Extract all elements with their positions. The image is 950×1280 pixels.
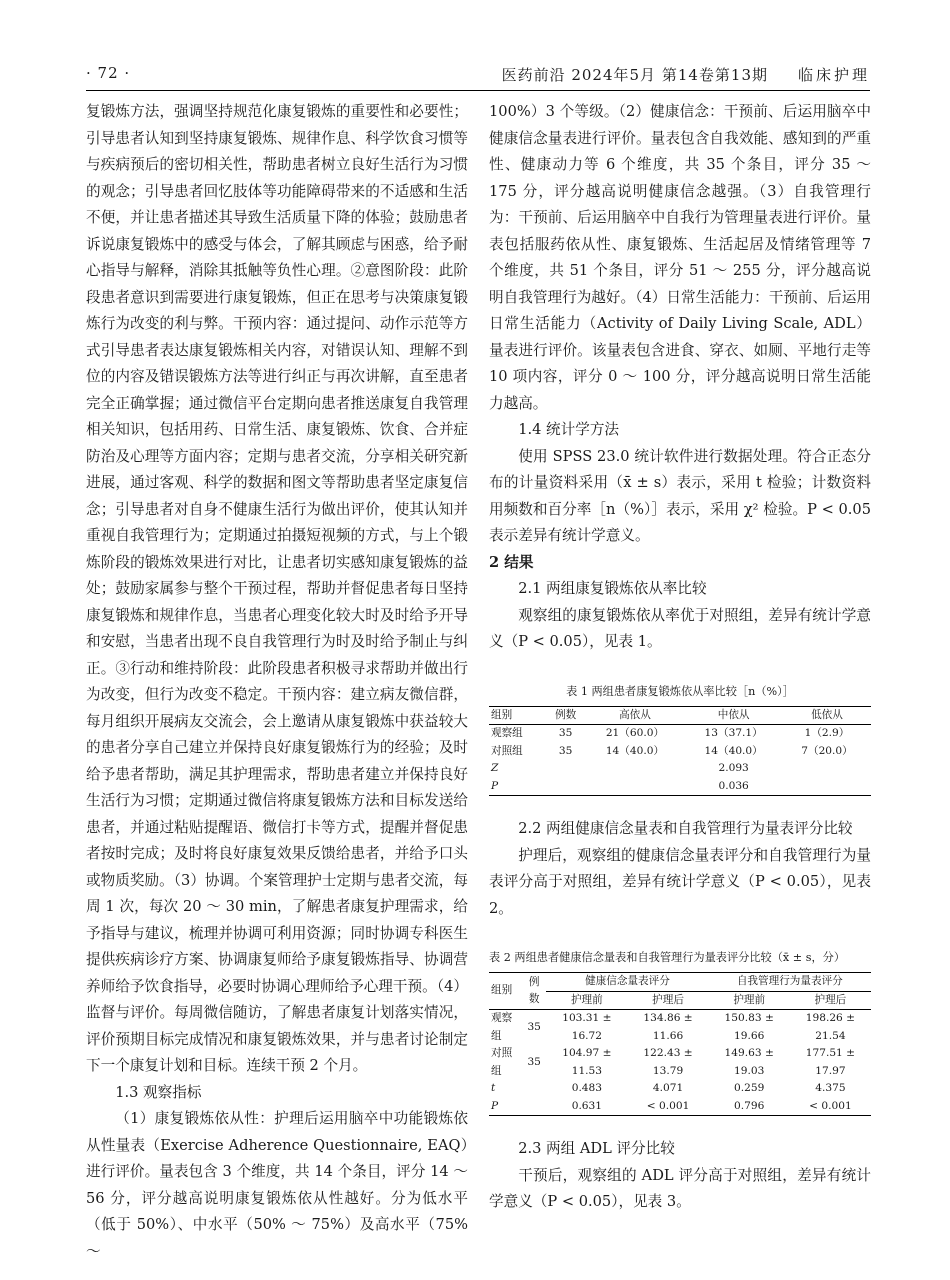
table-row [489, 725, 871, 743]
section-heading-2: 2 结果 [489, 553, 534, 571]
table-cell: 对照组 [491, 744, 523, 757]
table-header-cell: 护理前 [546, 991, 627, 1010]
table-row [489, 778, 871, 796]
section-heading-1-3: 1.3 观察指标 [115, 1083, 202, 1101]
body-paragraph: 护理后，观察组的健康信念量表评分和自我管理行为量表评分高于对照组，差异有统计学意义（P < 0.05），见表 2。 [489, 846, 871, 917]
table-cell: 198.26 ± 21.54 [805, 1012, 856, 1042]
body-paragraph: 100%）3 个等级。（2）健康信念：干预前、后运用脑卒中健康信念量表进行评价。量表包含自我效能、感知到的严重性、健康动力等 6 个维度，共 35 个条目，评分 35 ～ 175 分，评分越高说明健康信念越强。（3）自我管理行为：干预前、后运用脑卒中自我行为管理量表进行评价。量表包括服药依从性、康复锻炼、生活起居及情绪管理等 7 个维度，共 51 个条目，评分 51 ～ 255 分，评分越高说明自我管理行为越好。（4）日常生活能力：干预前、后运用日常生活能力（Activity of Daily Living Scale, ADL）量表进行评价。该量表包含进食、穿衣、如厕、平地行走等 10 项内容，评分 0 ～ 100 分，评分越高说明日常生活能力越高。 [489, 103, 871, 412]
table-header-cell: 例数 [546, 706, 586, 725]
table-cell [522, 1080, 546, 1098]
table-cell: 35 [558, 744, 573, 757]
body-paragraph: 复锻炼方法，强调坚持规范化康复锻炼的重要性和必要性；引导患者认知到坚持康复锻炼、规律作息、科学饮食习惯等与疾病预后的密切相关性，帮助患者树立良好生活行为习惯的观念；引导患者回忆肢体等功能障碍带来的不适感和生活不便，并让患者描述其导致生活质量下降的体验；鼓励患者诉说康复锻炼中的感受与体会，了解其顾虑与困惑，给予耐心指导与解释，消除其抵触等负性心理。②意图阶段：此阶段患者意识到需要进行康复锻炼，但正在思考与决策康复锻炼行为改变的利与弊。干预内容：通过提问、动作示范等方式引导患者表达康复锻炼相关内容，对错误认知、理解不到位的内容及错误锻炼方法等进行纠正与再次讲解，直至患者完全正确掌握；通过微信平台定期向患者推送康复自我管理相关知识，包括用药、日常生活、康复锻炼、饮食、合并症防治及心理等方面内容；定期与患者交流，分享相关研究新进展，通过客观、科学的数据和图文等帮助患者坚定康复信念；引导患者对自身不健康生活行为做出评价，使其认知并重视自我管理行为；定期通过拍摄短视频的方式，与上个锻炼阶段的锻炼效果进行对比，让患者切实感知康复锻炼的益处；鼓励家属参与整个干预过程，帮助并督促患者每日坚持康复锻炼和规律作息，当患者心理变化较大时及时给予开导和安慰，当患者出现不良自我管理行为时及时给予制止与纠正。③行动和维持阶段：此阶段患者积极寻求帮助并做出行为改变，但行为改变不稳定。干预内容：建立病友微信群，每月组织开展病友交流会，会上邀请从康复锻炼中获益较大的患者分享自己建立并保持良好康复锻炼行为的经验；及时给予患者帮助，满足其护理需求，帮助患者建立并保持良好生活行为习惯；定期通过微信将康复锻炼方法和目标发送给患者，并通过粘贴提醒语、微信打卡等方式，提醒并督促患者按时完成；及时将良好康复效果反馈给患者，并给予口头或物质奖励。（3）协调。个案管理护士定期与患者交流，每周 1 次，每次 20 ～ 30 min，了解患者康复护理需求，给予指导与建议，梳理并协调可利用资源；同时协调专科医生提供疾病诊疗方案、协调康复师给予康复锻炼指导、协调营养师给予饮食指导，必要时协调心理师给予心理干预。（4）监督与评价。每周微信随访，了解患者康复计划落实情况，评价预期目标完成情况和康复锻炼效果，并与患者讨论制定下一个康复计划和目标。连续干预 2 个月。 [86, 103, 468, 1074]
table-cell: 0.036 [684, 778, 783, 796]
table-cell: 4.375 [815, 1082, 846, 1094]
table-header-cell: 高依从 [586, 706, 685, 725]
page-header [86, 62, 870, 91]
table2-caption: 表 2 两组患者健康信念量表和自我管理行为量表评分比较（x̄ ± s，分） [489, 951, 846, 964]
body-paragraph: 观察组的康复锻炼依从率优于对照组，差异有统计学意义（P < 0.05），见表 1。 [489, 606, 871, 650]
table-cell: P [489, 778, 546, 796]
body-paragraph: （1）康复锻炼依从性：护理后运用脑卒中功能锻炼依从性量表（Exercise Adherence Questionnaire, EAQ）进行评价。量表包含 3 个维度，共 14 个条目，评分 14 ～ 56 分，评分越高说明康复锻炼依从性越好。分为低水平（低于 50%）、中水平（50% ～ 75%）及高水平（75% ～ [86, 1110, 468, 1260]
section-heading-1-4: 1.4 统计学方法 [518, 421, 620, 438]
table-header-row [489, 973, 871, 992]
table-cell: 0.259 [734, 1082, 765, 1094]
table-cell: 21（60.0） [605, 727, 665, 739]
body-paragraph: 使用 SPSS 23.0 统计软件进行数据处理。符合正态分布的计量资料采用（x̄ ± s）表示，采用 t 检验；计数资料用频数和百分率［n（%）］表示，采用 χ² 检验。P < 0.05 表示差异有统计学意义。 [489, 447, 871, 544]
table-cell [522, 1098, 546, 1116]
body-paragraph: 干预后，观察组的 ADL 评分高于对照组，差异有统计学意义（P < 0.05），见表 3。 [489, 1166, 871, 1210]
table-header-row [489, 991, 871, 1010]
table-row [489, 760, 871, 778]
table-cell: < 0.001 [790, 1098, 871, 1116]
table-header-cell: 低依从 [783, 706, 871, 725]
table-header-cell: 组别 [489, 706, 546, 725]
section-heading-2-3: 2.3 两组 ADL 评分比较 [518, 1140, 675, 1157]
page-number: · 72 · [86, 64, 131, 82]
table-cell: 观察组 [491, 1012, 513, 1042]
table1 [489, 706, 871, 797]
table-cell: 177.51 ± 17.97 [805, 1047, 856, 1077]
table-cell: 103.31 ± 16.72 [562, 1012, 612, 1042]
table-header-cell: 组别 [489, 973, 522, 1010]
table-cell: < 0.001 [627, 1098, 708, 1116]
table-cell: 35 [527, 1020, 541, 1033]
table-header-cell: 健康信念量表评分 [546, 973, 708, 992]
table-cell: 14（40.0） [704, 744, 763, 757]
table-cell: 150.83 ± 19.66 [724, 1012, 774, 1042]
table-header-cell: 中依从 [684, 706, 783, 725]
left-column [86, 99, 468, 1265]
table-header-cell: 护理后 [790, 991, 871, 1010]
table1-caption: 表 1 两组患者康复锻炼依从率比较［n（%）］ [566, 684, 794, 698]
table-cell: 104.97 ± 11.53 [562, 1047, 612, 1077]
table-header-row [489, 706, 871, 725]
table-cell: 0.631 [546, 1098, 627, 1116]
table-cell: 0.796 [709, 1098, 790, 1116]
table-row [489, 743, 871, 761]
table-cell: 观察组 [491, 727, 523, 739]
table-cell: 149.63 ± 19.03 [724, 1047, 774, 1077]
table-cell: 2.093 [718, 762, 749, 774]
right-column [489, 99, 871, 1216]
journal-info: 医药前沿 2024年5月 第14卷第13期 [501, 66, 768, 84]
table-cell: 4.071 [652, 1082, 684, 1094]
table-cell: 134.86 ± 11.66 [643, 1012, 693, 1042]
table-cell: 对照组 [491, 1047, 513, 1077]
table-header-cell: 护理前 [709, 991, 790, 1010]
table-row [489, 1010, 871, 1046]
section-title: 临床护理 [797, 66, 870, 84]
table-cell: 14（40.0） [605, 744, 665, 757]
table-cell: Z [491, 762, 499, 774]
table-row [489, 1045, 871, 1080]
table-cell: t [491, 1082, 496, 1094]
table-cell: P [489, 1098, 522, 1116]
section-heading-2-2: 2.2 两组健康信念量表和自我管理行为量表评分比较 [518, 820, 853, 837]
table-header-cell: 例数 [522, 973, 546, 1010]
table-cell: 13（37.1） [704, 727, 763, 739]
table-row [489, 1080, 871, 1098]
table-cell: 35 [558, 727, 573, 739]
table-cell: 0.483 [571, 1082, 603, 1094]
table-cell: 122.43 ± 13.79 [643, 1047, 693, 1077]
table-header-cell: 护理后 [627, 991, 708, 1010]
table-cell: 1（2.9） [804, 727, 850, 739]
table2 [489, 972, 871, 1116]
table-row [489, 1098, 871, 1116]
table-cell: 7（20.0） [801, 744, 853, 757]
table-header-cell: 自我管理行为量表评分 [709, 973, 871, 992]
table-cell: 35 [527, 1055, 541, 1068]
section-heading-2-1: 2.1 两组康复锻炼依从率比较 [518, 580, 707, 597]
